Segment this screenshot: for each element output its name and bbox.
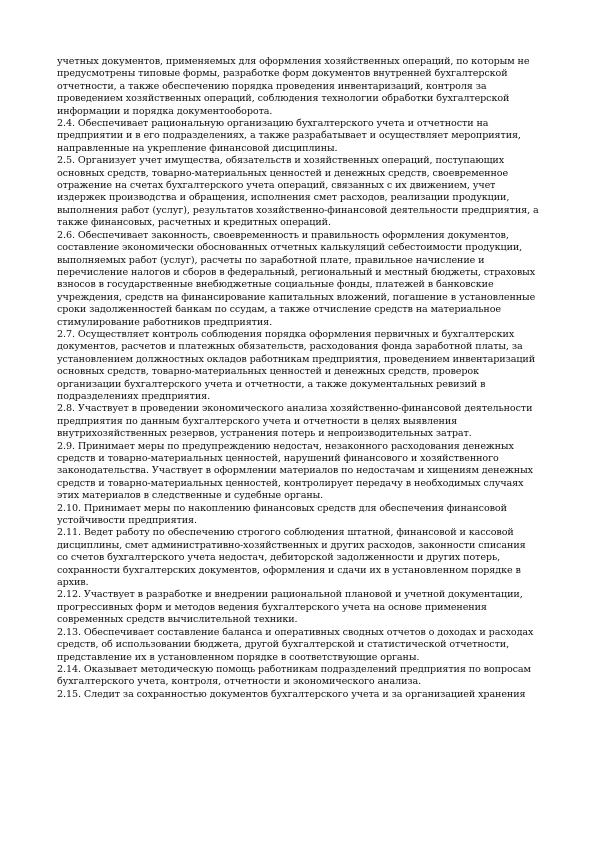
paragraph-2-6: 2.6. Обеспечивает законность, своевременность и правильность оформления документов, составление экономически обоснованных отчетных калькуляций себестоимости продукции, выполняемых работ (услуг), расчеты по заработной плате, правильное начисление и перечисление налогов и сборов в федеральный, региональный и местный бюджеты, страховых взносов в государственные внебюджетные социальные фонды, платежей в банковские учреждения, средств на финансирование капитальных вложений, погашение в установленные сроки задолженностей банкам по ссудам, а также отчисление средств на материальное стимулирование работников предприятия. — [57, 229, 536, 328]
paragraph-2-11: 2.11. Ведет работу по обеспечению строгого соблюдения штатной, финансовой и кассовой дисциплины, смет административно-хозяйственных и других расходов, законности списания со счетов бухгалтерского учета недостач, дебиторской задолженности и других потерь, сохранности бухгалтерских документов, оформления и сдачи их в установленном порядке в архив. — [57, 527, 526, 589]
paragraph-2-7: 2.7. Осуществляет контроль соблюдения порядка оформления первичных и бухгалтерских документов, расчетов и платежных обязательств, расходования фонда заработной платы, за установлением должностных окладов работникам предприятия, проведением инвентаризаций основных средств, товарно-материальных ценностей и денежных средств, проверок организации бухгалтерского учета и отчетности, а также документальных ревизий в подразделениях предприятия. — [57, 328, 536, 402]
paragraph-2-9: 2.9. Принимает меры по предупреждению недостач, незаконного расходования денежных средств и товарно-материальных ценностей, нарушений финансового и хозяйственного законодательства. Участвует в оформлении материалов по недостачам и хищениям денежных средств и товарно-материальных ценностей, контролирует передачу в необходимых случаях этих материалов в следственные и судебные органы. — [57, 440, 533, 502]
paragraph-2-13: 2.13. Обеспечивает составление баланса и оперативных сводных отчетов о доходах и расходах средств, об использовании бюджета, другой бухгалтерской и статистической отчетности, представление их в установленном порядке в соответствующие органы. — [57, 626, 534, 663]
paragraph-2-12: 2.12. Участвует в разработке и внедрении рациональной плановой и учетной документации, прогрессивных форм и методов ведения бухгалтерского учета на основе применения современных средств вычислительной техники. — [57, 589, 523, 626]
paragraph-2-10: 2.10. Принимает меры по накоплению финансовых средств для обеспечения финансовой устойчивости предприятия. — [57, 502, 507, 527]
paragraph-2-4: 2.4. Обеспечивает рациональную организацию бухгалтерского учета и отчетности на предприятии и в его подразделениях, а также разрабатывает и осуществляет мероприятия, направленные на укрепление финансовой дисциплины. — [57, 118, 521, 154]
document-body — [57, 56, 539, 701]
paragraph-2-5: 2.5. Организует учет имущества, обязательств и хозяйственных операций, поступающих основных средств, товарно-материальных ценностей и денежных средств, своевременное отражение на счетах бухгалтерского учета операций, связанных с их движением, учет издержек производства и обращения, исполнения смет расходов, реализации продукции, выполнения работ (услуг), результатов хозяйственно-финансовой деятельности предприятия, а также финансовых, расчетных и кредитных операций. — [57, 155, 539, 229]
paragraph-2-15: 2.15. Следит за сохранностью документов бухгалтерского учета и за организацией хранения — [57, 688, 526, 700]
paragraph-2-8: 2.8. Участвует в проведении экономического анализа хозяйственно-финансовой деятельности предприятия по данным бухгалтерского учета и отчетности в целях выявления внутрихозяйственных резервов, устранения потерь и непроизводительных затрат. — [57, 403, 533, 440]
paragraph-2-14: 2.14. Оказывает методическую помощь работникам подразделений предприятия по вопросам бухгалтерского учета, контроля, отчетности и экономического анализа. — [57, 663, 531, 688]
paragraph-continuation: учетных документов, применяемых для оформления хозяйственных операций, по которым не предусмотрены типовые формы, разработке форм документов внутренней бухгалтерской отчетности, а также обеспечению порядка проведения инвентаризаций, контроля за проведением хозяйственных операций, соблюдения технологии обработки бухгалтерской информации и порядка документооборота. — [57, 56, 530, 117]
